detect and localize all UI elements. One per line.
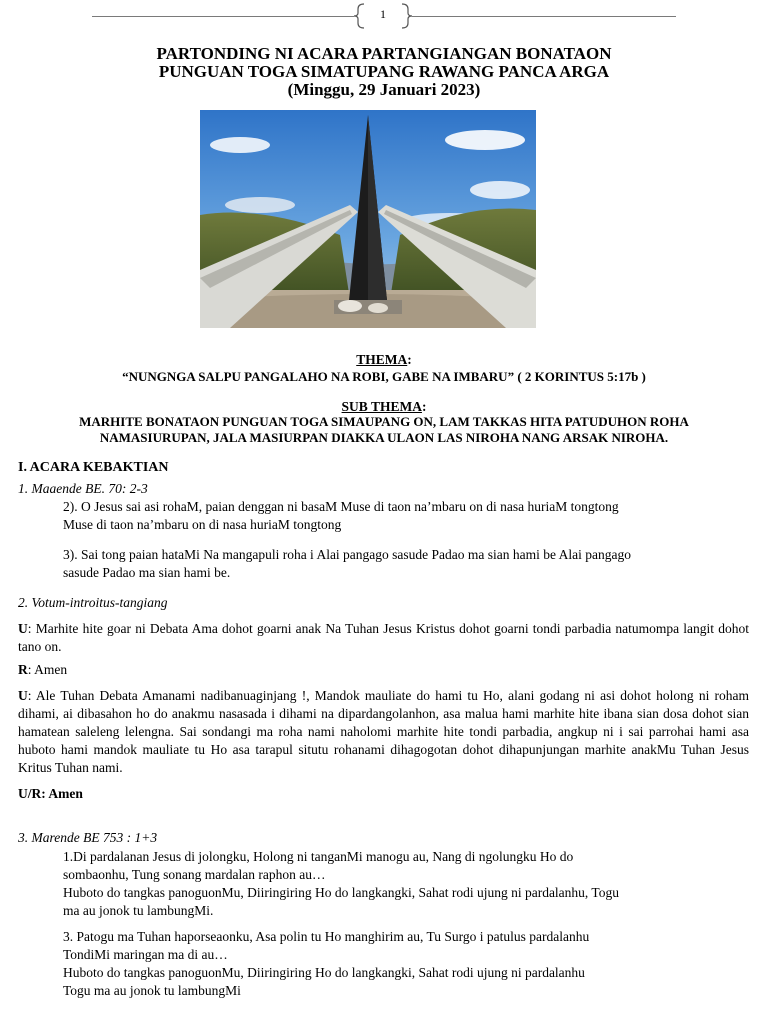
header-rule-left [92, 16, 354, 17]
item1-verse2-line2: Muse di taon na’mbaru on di nasa huriaM tongtong [63, 517, 342, 532]
subtheme-line1: MARHITE BONATAON PUNGUAN TOGA SIMAUPANG ON, LAM TAKKAS HITA PATUDUHON ROHA [79, 414, 689, 429]
subtheme-heading [0, 399, 768, 415]
theme-text: “NUNGNGA SALPU PANGALAHO NA ROBI, GABE NA IMBARU” ( 2 KORINTUS 5:17b ) [122, 369, 646, 384]
subtheme-line2: NAMASIURUPAN, JALA MASIURPAN DIAKKA ULAON LAS NIROHA NANG ARSAK NIROHA. [99, 430, 669, 445]
item3-verse3-line3: Huboto do tangkas panoguonMu, Diiringiring Ho do langkangki, Sahat rodi ujung ni pardalanhu [63, 965, 585, 980]
item3-verse1-line1: 1.Di pardalanan Jesus di jolongku, Holong ni tanganMi manogu au, Nang di ngolungku Ho do [63, 849, 574, 864]
page-header [0, 3, 768, 29]
item3-verse3-line2: TondiMi maringan ma di au… [63, 947, 228, 962]
item3-verse3 [63, 928, 733, 1000]
item2-joint-response [18, 786, 83, 802]
response-label: R [18, 662, 28, 677]
item2-prayer [18, 687, 749, 777]
theme-colon: : [407, 352, 412, 367]
item3-verse3-line1: 3. Patogu ma Tuhan haporseaonku, Asa polin tu Ho manghirim au, Tu Surgo i patulus pardalanhu [63, 929, 590, 944]
item1-verse3-line1: 3). Sai tong paian hataMi Na mangapuli roha i Alai pangago sasude Padao ma sian hami be Alai pangago [63, 547, 631, 562]
joint-response-label: U/R [18, 786, 42, 801]
item2-leader-call [18, 620, 749, 656]
leader-label: U [18, 621, 28, 636]
subtheme-text [0, 414, 768, 446]
document-title-line1: PARTONDING NI ACARA PARTANGIANGAN BONATAON [156, 44, 612, 63]
prayer-leader-label: U [18, 688, 28, 703]
item2-title: 2. Votum-introitus-tangiang [18, 595, 168, 610]
monument-photo [200, 110, 536, 328]
leader-text: : Marhite hite goar ni Debata Ama dohot goarni anak Na Tuhan Jesus Kristus dohot goarni tondi parbadia natumompa langit dohot tano on. [18, 621, 749, 654]
item3-verse1 [63, 848, 733, 920]
document-title-line2: PUNGUAN TOGA SIMATUPANG RAWANG PANCA ARGA [158, 62, 610, 81]
section-heading: I. ACARA KEBAKTIAN [18, 460, 169, 475]
item1-verse2 [63, 498, 733, 534]
page-number: 1 [380, 7, 386, 21]
item1-verse3-line2: sasude Padao ma sian hami be. [63, 565, 231, 580]
item1-verse2-line1: 2). O Jesus sai asi rohaM, paian denggan ni basaM Muse di taon na’mbaru on di nasa huriaM tongtong [63, 499, 619, 514]
joint-response-text: : Amen [41, 786, 83, 801]
item3-title: 3. Marende BE 753 : 1+3 [18, 830, 158, 845]
theme-heading [0, 352, 768, 368]
item3-verse3-line4: Togu ma au jonok tu lambungMi [63, 983, 241, 998]
item2-response [18, 662, 67, 678]
item3-verse1-line2: sombaonhu, Tung sonang mardalan raphon au… [63, 867, 326, 882]
header-rule-right [412, 16, 676, 17]
response-text: : Amen [27, 662, 68, 677]
item3-verse1-line4: ma au jonok tu lambungMi. [63, 903, 214, 918]
prayer-text: : Ale Tuhan Debata Amanami nadibanuaginjang !, Mandok mauliate do hami tu Ho, alani godang ni asi dohot holong ni roham dihami, ai dibasahon ho do anakmu nasasada i dihami na dipardangolanhon, asa malua hami marhite hite ibana sian dosa dohot sian hamatean saleleng lelengna. Sai sondangi ma roha nami naholomi marhite hite tondi parbadia, angkup ni i sai parrohai hami asa huboto hami mandok mauliate tu Ho asa tarapul situtu rohanami dihagogotan dohot dihapunjungan marhite anakMu Tuhan Jesus Kritus Tuhan nami. [18, 688, 749, 775]
document-date: (Minggu, 29 Januari 2023) [287, 80, 481, 99]
item1-verse3 [63, 546, 733, 582]
item3-verse1-line3: Huboto do tangkas panoguonMu, Diiringiring Ho do langkangki, Sahat rodi ujung ni pardalanhu, Togu [63, 885, 619, 900]
subtheme-colon: : [421, 399, 427, 414]
theme-label: THEMA [356, 352, 408, 367]
item1-title: 1. Maaende BE. 70: 2-3 [18, 481, 148, 496]
subtheme-label: SUB THEMA [341, 399, 422, 414]
